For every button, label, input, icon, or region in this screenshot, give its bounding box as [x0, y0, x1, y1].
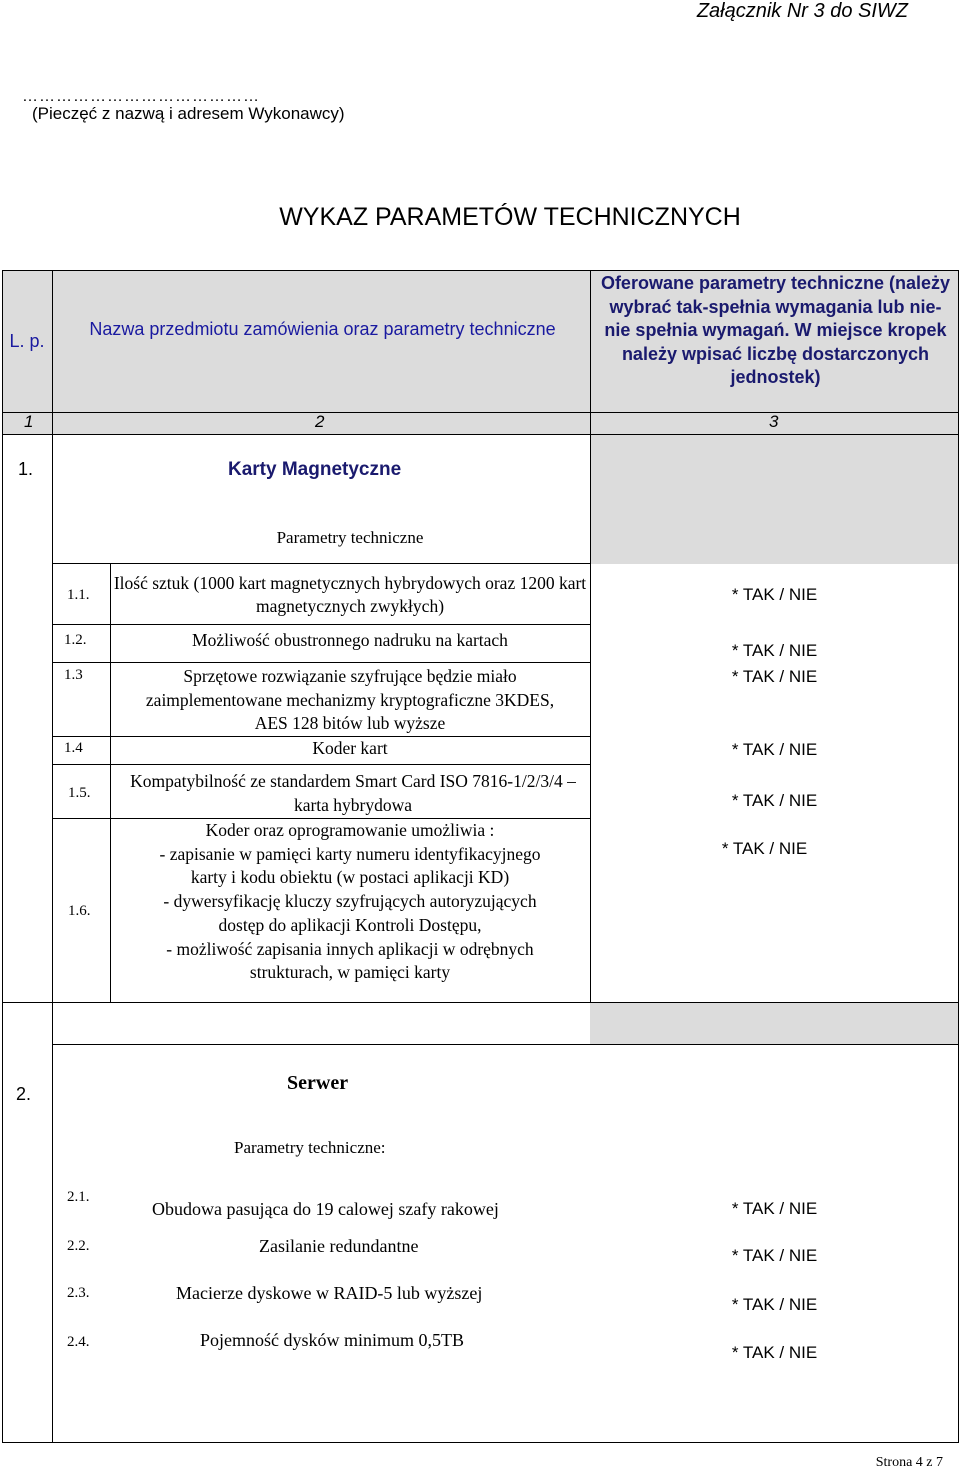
item-text-block — [112, 819, 588, 985]
item-lp: 1.3 — [64, 667, 83, 683]
item-lp: 1.4 — [64, 740, 83, 756]
item-answer[interactable]: * TAK / NIE — [721, 839, 808, 858]
item-answer[interactable]: * TAK / NIE — [731, 791, 818, 810]
section-1-title: Karty Magnetyczne — [228, 459, 402, 480]
item-lp: 1.1. — [67, 587, 90, 603]
item-answer[interactable]: * TAK / NIE — [731, 585, 818, 604]
item-text: Koder kart — [312, 738, 388, 758]
item-lp: 2.1. — [67, 1189, 90, 1205]
stamp-label: (Pieczęć z nazwą i adresem Wykonawcy) — [32, 104, 345, 123]
item-text-line: karty i kodu obiektu (w postaci aplikacji KD) — [190, 867, 510, 888]
item-answer[interactable]: * TAK / NIE — [731, 740, 818, 759]
item-text-line: strukturach, w pamięci karty — [249, 962, 451, 983]
item-text: Zasilanie redundantne — [259, 1236, 419, 1256]
answer-col-bg-2 — [590, 1002, 959, 1044]
item-answer[interactable]: * TAK / NIE — [731, 1246, 818, 1265]
item-text-line: dostęp do aplikacji Kontroli Dostępu, — [218, 914, 482, 935]
col-header-offer: Oferowane parametry techniczne (należy wybrać tak-spełnia wymagania lub nie- nie spełnia wymagań. W miejsce kropek należy wpisać liczbę dostarczonych jednostek) — [600, 273, 951, 387]
col-header-lp: L. p. — [9, 331, 45, 351]
col-num-3: 3 — [769, 412, 779, 431]
item-text: Pojemność dysków minimum 0,5TB — [200, 1330, 465, 1350]
item-answer[interactable]: * TAK / NIE — [731, 641, 818, 660]
item-lp: 2.4. — [67, 1334, 90, 1350]
item-answer[interactable]: * TAK / NIE — [731, 1343, 818, 1362]
page-number: Strona 4 z 7 — [875, 1455, 943, 1470]
item-text-line: - możliwość zapisania innych aplikacji w odrębnych — [166, 938, 534, 959]
item-text-line: - zapisanie w pamięci karty numeru identyfikacyjnego — [159, 843, 541, 864]
col-num-2: 2 — [315, 412, 325, 431]
item-lp: 2.3. — [67, 1285, 90, 1301]
item-text: Sprzętowe rozwiązanie szyfrujące będzie miało zaimplementowane mechanizmy kryptograficzne 3KDES, AES 128 bitów lub wyższe — [145, 666, 555, 733]
page-title: WYKAZ PARAMETÓW TECHNICZNYCH — [279, 203, 741, 231]
item-text: Macierze dyskowe w RAID-5 lub wyższej — [176, 1283, 483, 1303]
col-header-name: Nazwa przedmiotu zamówienia oraz parametry techniczne — [89, 319, 556, 339]
section-1-number: 1. — [18, 459, 34, 479]
attachment-label: Załącznik Nr 3 do SIWZ — [696, 0, 908, 22]
section-2-title: Serwer — [287, 1072, 349, 1094]
answer-col-bg-1 — [590, 434, 959, 564]
item-text-line: - dywersyfikację kluczy szyfrujących autoryzujących — [163, 891, 537, 912]
section-2-params-label: Parametry techniczne: — [234, 1138, 386, 1157]
item-text: Ilość sztuk (1000 kart magnetycznych hybrydowych oraz 1200 kart magnetycznych zwykłych) — [113, 573, 587, 616]
item-text: Obudowa pasująca do 19 calowej szafy rakowej — [152, 1199, 499, 1219]
item-text-line: Koder oraz oprogramowanie umożliwia : — [205, 820, 495, 840]
item-answer[interactable]: * TAK / NIE — [731, 667, 818, 686]
item-lp: 2.2. — [67, 1238, 90, 1254]
col-num-1: 1 — [24, 412, 34, 431]
item-answer[interactable]: * TAK / NIE — [731, 1295, 818, 1314]
item-text: Możliwość obustronnego nadruku na kartach — [192, 630, 508, 650]
item-answer[interactable]: * TAK / NIE — [731, 1199, 818, 1218]
item-lp: 1.5. — [68, 785, 91, 801]
item-lp: 1.6. — [68, 903, 91, 919]
item-lp: 1.2. — [64, 632, 87, 648]
section-2-number: 2. — [16, 1084, 32, 1104]
section-1-params-label: Parametry techniczne — [276, 528, 424, 547]
stamp-dots: …………………………………… — [22, 88, 260, 105]
item-text: Kompatybilność ze standardem Smart Card ISO 7816-1/2/3/4 – karta hybrydowa — [130, 771, 576, 815]
